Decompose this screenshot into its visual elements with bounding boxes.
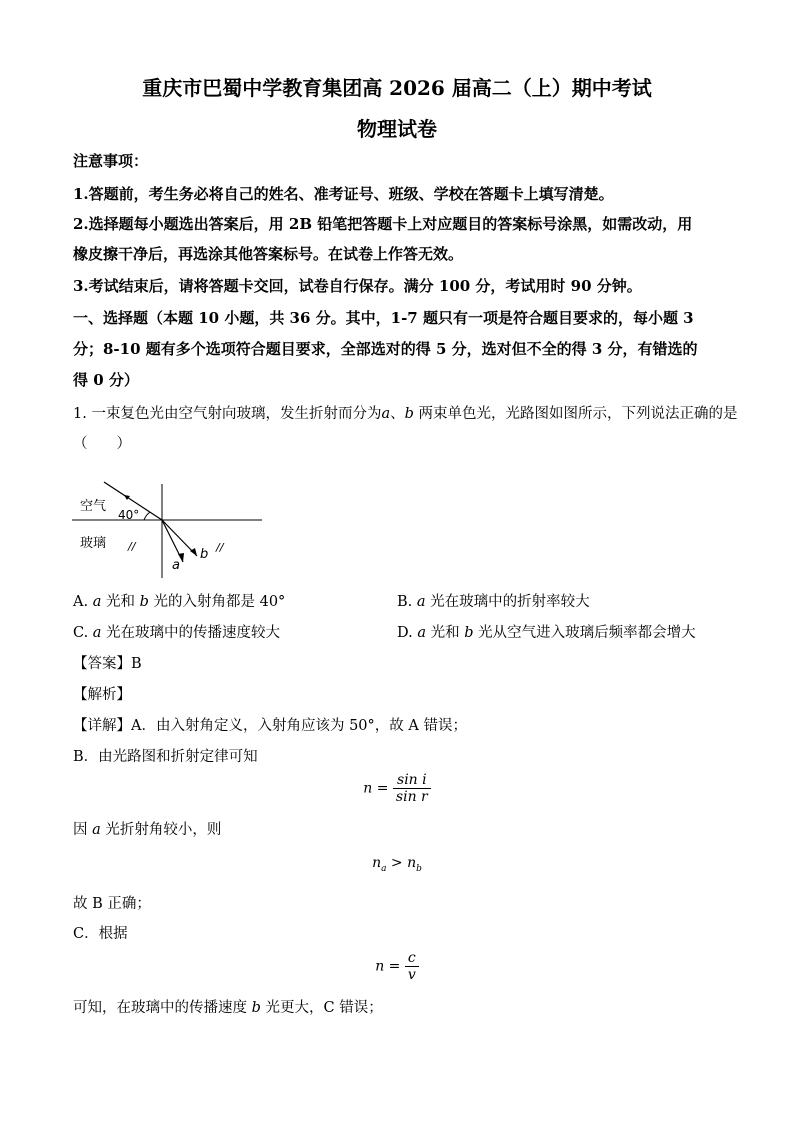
option-a: A. a 光和 b 光的入射角都是 40° xyxy=(73,594,286,610)
detail-line-a: 【详解】A．由入射角定义，入射角应该为 50°，故 A 错误； xyxy=(73,718,467,734)
hatch-left: // xyxy=(128,540,136,553)
formula-speed: n = $\frac{c}{v}$ xyxy=(0,950,794,983)
answer-label: 【答案】B xyxy=(73,656,142,672)
exam-subtitle: 物理试卷 xyxy=(357,117,437,141)
notice-heading: 注意事项： xyxy=(73,152,149,170)
angle-arc xyxy=(144,512,150,520)
section1-line-1: 一、选择题（本题 10 小题，共 36 分。其中，1-7 题只有一项是符合题目要求的，每小题 3 xyxy=(73,309,694,327)
glass-label: 玻璃 xyxy=(80,536,107,551)
notice-item-2: 2.选择题每小题选出答案后，用 2B 铅笔把答题卡上对应题目的答案标号涂黑，如需改动，用 xyxy=(73,215,693,233)
option-c: C. a 光在玻璃中的传播速度较大 xyxy=(73,625,281,641)
detail-c-line-2: 可知，在玻璃中的传播速度 b 光更大，C 错误； xyxy=(73,1000,383,1016)
question-1-paren: （ ） xyxy=(73,436,131,452)
ray-a-label: a xyxy=(172,558,180,573)
question-1-stem: 1. 一束复色光由空气射向玻璃，发生折射而分为a、b 两束单色光，光路图如图所示，下列说法正确的是 xyxy=(73,406,738,422)
detail-c-line-1: C．根据 xyxy=(73,926,128,942)
option-d: D. a 光和 b 光从空气进入玻璃后频率都会增大 xyxy=(397,625,696,641)
angle-label: 40° xyxy=(118,508,140,522)
refraction-diagram xyxy=(72,462,272,580)
option-b: B. a 光在玻璃中的折射率较大 xyxy=(397,594,590,610)
hatch-right: // xyxy=(216,541,224,554)
detail-b-line-3: 故 B 正确； xyxy=(73,896,151,912)
section1-line-2: 分；8-10 题有多个选项符合题目要求，全部选对的得 5 分，选对但不全的得 3 分，有错选的 xyxy=(73,340,698,358)
notice-item-1: 1.答题前，考生务必将自己的姓名、准考证号、班级、学校在答题卡上填写清楚。 xyxy=(73,185,614,203)
air-label: 空气 xyxy=(80,499,107,514)
notice-item-2-cont: 橡皮擦干净后，再选涂其他答案标号。在试卷上作答无效。 xyxy=(73,245,464,263)
detail-b-line-2: 因 a 光折射角较小，则 xyxy=(73,822,222,838)
detail-line-b: B．由光路图和折射定律可知 xyxy=(73,749,258,765)
notice-item-3: 3.考试结束后，请将答题卡交回，试卷自行保存。满分 100 分，考试用时 90 分钟。 xyxy=(73,277,642,295)
formula-compare: $n_a > n_b$ xyxy=(372,855,422,874)
analysis-label: 【解析】 xyxy=(73,687,131,703)
formula-snell: n = $\frac{\text{sin i}}{\text{sin r}}$ xyxy=(0,772,794,805)
section1-line-3: 得 0 分） xyxy=(73,371,139,389)
exam-title: 重庆市巴蜀中学教育集团高 2026 届高二（上）期中考试 xyxy=(142,76,652,100)
incident-arrow-icon xyxy=(124,495,130,500)
ray-b-label: b xyxy=(200,547,209,562)
